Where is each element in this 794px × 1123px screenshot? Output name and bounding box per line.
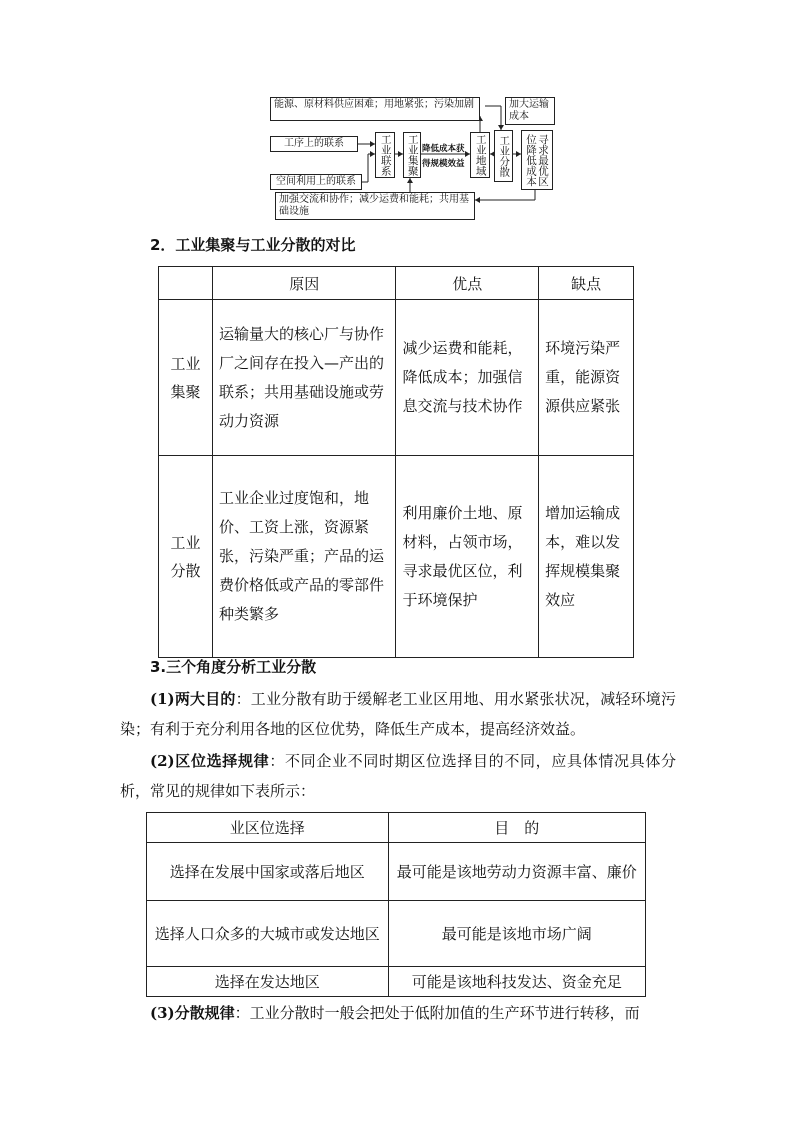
agglomeration-label: 工业集聚 [406, 134, 419, 176]
purpose-paragraph [120, 684, 676, 744]
process-link-text: 工序上的联系 [284, 138, 344, 149]
row-heading-text: 工业集聚 [170, 354, 201, 401]
comparison-table [158, 266, 634, 658]
dispersion-rule-paragraph [120, 998, 676, 1028]
cons-cell: 增加运输成本，难以发挥规模集聚效应 [539, 456, 634, 658]
reason-cell: 运输量大的核心厂与协作厂之间存在投入—产出的联系；共用基础设施或劳动力资源 [212, 300, 396, 456]
location-cell: 选择人口众多的大城市或发达地区 [147, 901, 389, 967]
table-row [147, 967, 646, 997]
problems-text: 能源、原材料供应困难；用地紧张；污染加剧 [274, 99, 474, 110]
header-cell: 原因 [212, 267, 396, 300]
location-text: ：不同企业不同时期区位选择目的不同，应具体情况具体分析，常见的规律如下表所示： [120, 752, 676, 800]
industrial-link-label: 工业联系 [379, 134, 392, 176]
arrow-label-cost: 降低成本获 [422, 144, 465, 154]
dispersion-rule-label: (3)分散规律 [150, 1004, 235, 1022]
industrial-region-label: 工业地域 [474, 134, 487, 176]
pros-cell: 减少运费和能耗，降低成本；加强信息交流与技术协作 [396, 300, 539, 456]
industry-flow-diagram [265, 92, 565, 222]
space-link-box [270, 174, 362, 190]
reason-cell: 工业企业过度饱和，地价、工资上涨，资源紧张，污染严重；产品的运费价格低或产品的零部件种类繁多 [212, 456, 396, 658]
process-link-box [270, 136, 358, 152]
header-cell: 优点 [396, 267, 539, 300]
pros-cell: 利用廉价土地、原材料，占领市场，寻求最优区位，利于环境保护 [396, 456, 539, 658]
arrow-label-scale: 得规模效益 [422, 159, 465, 169]
row-heading [159, 300, 213, 456]
table-row [159, 456, 634, 658]
location-cell: 选择在发达地区 [147, 967, 389, 997]
header-cell: 目 的 [388, 813, 646, 843]
header-cell: 缺点 [539, 267, 634, 300]
table-header-row [147, 813, 646, 843]
purpose-cell: 最可能是该地市场广阔 [388, 901, 646, 967]
dispersion-label: 工业分散 [498, 135, 511, 177]
industrial-region-node [470, 132, 490, 178]
purpose-label: (1)两大目的 [150, 690, 236, 708]
benefits-box [275, 192, 475, 220]
header-cell: 业区位选择 [147, 813, 389, 843]
dispersion-node [494, 130, 513, 182]
header-cell [159, 267, 213, 300]
row-heading-text: 工业分散 [170, 533, 201, 580]
location-table [146, 812, 646, 997]
dispersion-rule-text: ：工业分散时一般会把处于低附加值的生产环节进行转移，而 [234, 1004, 640, 1022]
row-heading [159, 456, 213, 658]
table-header-row [159, 267, 634, 300]
cons-cell: 环境污染严重，能源资源供应紧张 [539, 300, 634, 456]
location-paragraph [120, 746, 676, 806]
table-row [147, 901, 646, 967]
purpose-cell: 可能是该地科技发达、资金充足 [388, 967, 646, 997]
purpose-text: ：工业分散有助于缓解老工业区用地、用水紧张状况，减轻环境污染；有利于充分利用各地的区位优势，降低生产成本，提高经济效益。 [120, 690, 676, 738]
table-row [159, 300, 634, 456]
seek-location-label: 寻求最优区位降低成本 [525, 133, 549, 187]
raise-cost-box [505, 97, 555, 125]
table-row [147, 843, 646, 901]
purpose-cell: 最可能是该地劳动力资源丰富、廉价 [388, 843, 646, 901]
seek-location-node [521, 130, 553, 190]
location-cell: 选择在发展中国家或落后地区 [147, 843, 389, 901]
raise-cost-text: 加大运输成本 [509, 99, 549, 122]
industrial-link-node [375, 132, 395, 178]
problems-box [270, 97, 480, 121]
benefits-text: 加强交流和协作；减少运费和能耗；共用基础设施 [279, 194, 469, 217]
agglomeration-node [403, 132, 421, 178]
section2-heading: 2．工业集聚与工业分散的对比 [150, 236, 356, 254]
location-label: (2)区位选择规律 [150, 752, 270, 770]
space-link-text: 空间利用上的联系 [276, 176, 356, 187]
section3-heading: 3.三个角度分析工业分散 [150, 658, 317, 676]
